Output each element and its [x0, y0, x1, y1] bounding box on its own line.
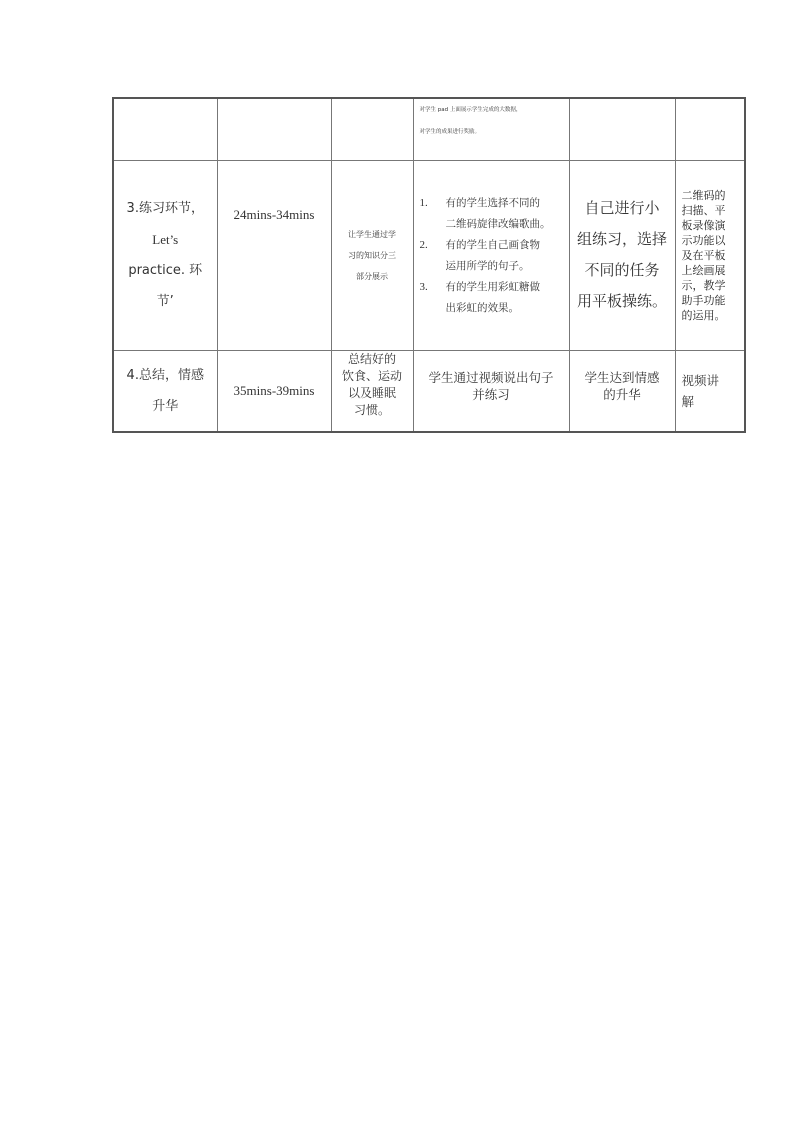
list-text	[446, 235, 563, 277]
cell-stage	[113, 160, 217, 350]
cell-goal	[331, 350, 413, 432]
cell-empty	[113, 98, 217, 160]
cell-time: 24mins-34mins	[217, 160, 331, 350]
student-line: 组练习，选择	[576, 230, 667, 248]
student-line: 用平板操练。	[576, 292, 667, 310]
activity-list	[420, 193, 563, 319]
cell-activity-note	[413, 98, 569, 160]
list-text	[446, 193, 563, 235]
goal-line: 以及睡眠	[347, 385, 396, 400]
cell-student-activity	[569, 350, 675, 432]
stage-line: 节’	[156, 294, 174, 309]
activity-line: 并练习	[472, 386, 510, 402]
goal-line: 让学生通过学	[348, 229, 396, 239]
goal-line: 总结好的	[347, 351, 396, 366]
cell-empty	[569, 98, 675, 160]
cell-activities	[413, 350, 569, 432]
student-line: 学生达到情感	[584, 369, 660, 385]
student-line: 自己进行小	[584, 199, 660, 217]
list-text	[446, 277, 563, 319]
goal-line: 习的知识分三	[348, 250, 396, 260]
tech-line: 及在平板	[681, 248, 726, 262]
note-line: 对学生 pad 上面展示学生完成的大数据，	[419, 107, 522, 113]
list-item	[420, 193, 563, 235]
cell-time: 35mins-39mins	[217, 350, 331, 432]
list-text-line: 有的学生用彩虹糖做	[445, 280, 540, 293]
list-text-line: 有的学生选择不同的	[445, 196, 540, 209]
cell-goal	[331, 160, 413, 350]
list-text-line: 二维码旋律改编歌曲。	[445, 217, 551, 230]
stage-line: Let’s	[152, 232, 179, 247]
goal-line: 部分展示	[356, 271, 388, 281]
tech-line: 板录像演	[681, 218, 726, 232]
student-line: 的升华	[603, 386, 641, 402]
stage-line: 4.总结，情感	[126, 367, 204, 383]
tech-line: 上绘画展	[681, 263, 726, 277]
cell-empty	[331, 98, 413, 160]
list-text-line: 有的学生自己画食物	[445, 238, 540, 251]
cell-empty	[217, 98, 331, 160]
cell-student-activity	[569, 160, 675, 350]
tech-line: 示功能以	[681, 233, 726, 247]
cell-empty	[675, 98, 745, 160]
table-row	[113, 160, 745, 350]
list-text-line: 出彩虹的效果。	[445, 301, 519, 314]
stage-line: practice. 环	[128, 263, 203, 278]
tech-line: 解	[681, 393, 695, 409]
list-item	[420, 235, 563, 277]
table-row	[113, 350, 745, 432]
cell-technology	[675, 160, 745, 350]
lesson-plan-table-wrapper	[112, 97, 746, 433]
cell-activities	[413, 160, 569, 350]
tech-line: 视频讲	[681, 372, 720, 388]
lesson-plan-table	[112, 97, 746, 433]
list-number: 3.	[419, 280, 428, 293]
list-number: 2.	[419, 238, 428, 251]
cell-technology	[675, 350, 745, 432]
goal-line: 饮食、运动	[341, 368, 402, 383]
tech-line: 示，教学	[681, 278, 726, 292]
student-line: 不同的任务	[584, 261, 660, 279]
list-item	[420, 277, 563, 319]
stage-line: 升华	[152, 398, 179, 414]
note-line: 对学生的成果进行奖励。	[419, 129, 481, 135]
stage-line: 3.练习环节，	[126, 201, 204, 216]
tech-line: 扫描、平	[681, 203, 726, 217]
list-text-line: 运用所学的句子。	[445, 259, 530, 272]
cell-stage	[113, 350, 217, 432]
table-row	[113, 98, 745, 160]
tech-line: 二维码的	[681, 188, 726, 202]
tech-line: 的运用。	[681, 308, 726, 322]
list-number: 1.	[419, 196, 428, 209]
activity-line: 学生通过视频说出句子	[428, 369, 554, 385]
goal-line: 习惯。	[353, 402, 390, 417]
tech-line: 助手功能	[681, 293, 726, 307]
